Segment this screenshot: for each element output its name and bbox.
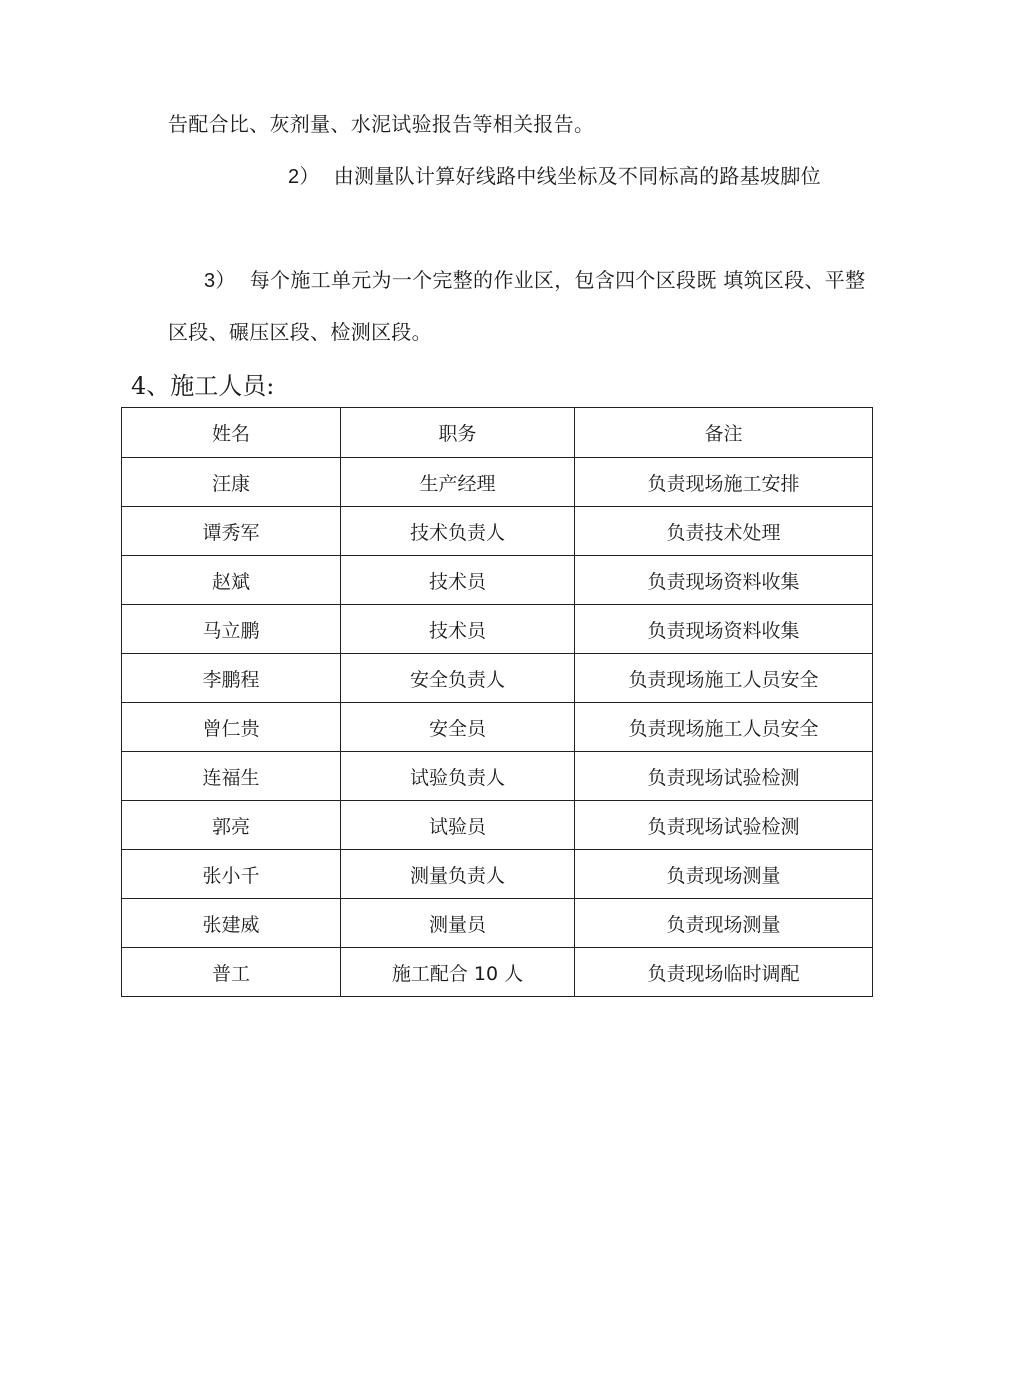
cell-name: 张小千: [122, 850, 341, 899]
header-remarks: 备注: [575, 408, 873, 458]
table-header-row: [122, 408, 873, 458]
paragraph-item-2: [288, 162, 821, 191]
paragraph-report-line: 告配合比、灰剂量、水泥试验报告等相关报告。: [168, 112, 595, 136]
cell-remarks: 负责现场试验检测: [575, 801, 873, 850]
table-row: [122, 654, 873, 703]
section-heading: 4、施工人员:: [131, 372, 275, 400]
cell-remarks: 负责技术处理: [575, 507, 873, 556]
cell-name: 郭亮: [122, 801, 341, 850]
cell-remarks: 负责现场试验检测: [575, 752, 873, 801]
cell-position: 施工配合 10 人: [341, 948, 575, 997]
cell-position: 测量员: [341, 899, 575, 948]
cell-name: 谭秀军: [122, 507, 341, 556]
cell-remarks: 负责现场施工人员安全: [575, 654, 873, 703]
cell-position: 试验员: [341, 801, 575, 850]
cell-position: 测量负责人: [341, 850, 575, 899]
cell-position: 试验负责人: [341, 752, 575, 801]
cell-remarks: 负责现场资料收集: [575, 605, 873, 654]
table-row: [122, 948, 873, 997]
table-row: [122, 850, 873, 899]
cell-position: 技术负责人: [341, 507, 575, 556]
table-row: [122, 556, 873, 605]
cell-remarks: 负责现场测量: [575, 899, 873, 948]
cell-position: 安全负责人: [341, 654, 575, 703]
cell-position: 生产经理: [341, 458, 575, 507]
table-row: [122, 507, 873, 556]
header-name: 姓名: [122, 408, 341, 458]
table-row: [122, 899, 873, 948]
cell-remarks: 负责现场施工人员安全: [575, 703, 873, 752]
paragraph-item-3: [204, 266, 865, 295]
item-2-number: 2）: [288, 166, 320, 188]
item-3-text: 每个施工单元为一个完整的作业区，包含四个区段既 填筑区段、平整: [249, 268, 866, 292]
cell-position: 技术员: [341, 556, 575, 605]
table-row: [122, 605, 873, 654]
cell-name: 张建威: [122, 899, 341, 948]
cell-name: 汪康: [122, 458, 341, 507]
table-row: [122, 752, 873, 801]
paragraph-item-3-continuation: 区段、碾压区段、检测区段。: [168, 320, 432, 344]
cell-remarks: 负责现场施工安排: [575, 458, 873, 507]
table-row: [122, 801, 873, 850]
table-row: [122, 703, 873, 752]
cell-name: 连福生: [122, 752, 341, 801]
table-row: [122, 458, 873, 507]
cell-position: 技术员: [341, 605, 575, 654]
cell-remarks: 负责现场测量: [575, 850, 873, 899]
item-3-number: 3）: [204, 270, 236, 292]
cell-remarks: 负责现场资料收集: [575, 556, 873, 605]
cell-position: 安全员: [341, 703, 575, 752]
cell-name: 赵斌: [122, 556, 341, 605]
cell-remarks: 负责现场临时调配: [575, 948, 873, 997]
personnel-table: [121, 407, 873, 997]
cell-name: 马立鹏: [122, 605, 341, 654]
cell-name: 曾仁贵: [122, 703, 341, 752]
cell-name: 普工: [122, 948, 341, 997]
cell-name: 李鹏程: [122, 654, 341, 703]
item-2-text: 由测量队计算好线路中线坐标及不同标高的路基坡脚位: [333, 164, 821, 188]
header-position: 职务: [341, 408, 575, 458]
